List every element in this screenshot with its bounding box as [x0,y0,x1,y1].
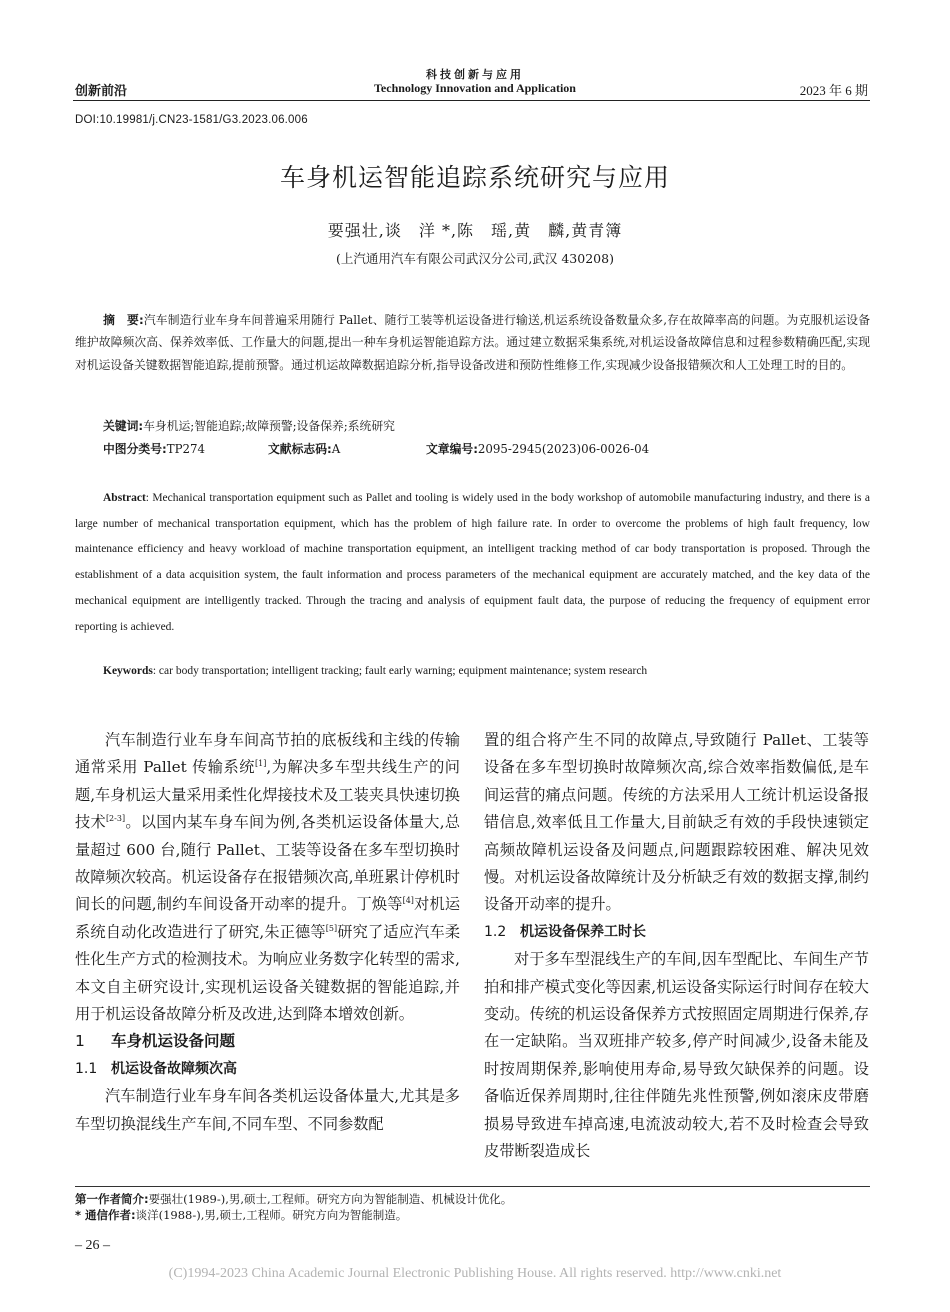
citation: [2-3] [105,814,126,824]
journal-name-en: Technology Innovation and Application [374,81,576,95]
classification-row [103,440,870,457]
body-column-right [484,727,869,1166]
keywords-en [103,665,647,677]
keywords-en-label: Keywords [103,665,153,677]
clc-value: TP274 [166,442,206,456]
affiliation: (上汽通用汽车有限公司武汉分公司,武汉 430208) [336,251,614,266]
doc-code-label: 文献标志码: [268,442,332,456]
keywords-cn [103,417,395,434]
doc-code-value: A [331,442,341,456]
footnote-first-author: 第一作者简介:要强壮(1989-),男,硕士,工程师。研究方向为智能制造、机械设计优化。 [75,1192,513,1206]
citation: [1] [255,759,267,769]
issue-label: 2023 年 6 期 [799,83,868,98]
keywords-en-text: : car body transportation; intelligent tracking; fault early warning; equipment maintenance; system research [152,665,648,677]
abstract-en [75,486,870,640]
abstract-cn [75,309,870,376]
journal-name-cn: 科技创新与应用 [426,68,524,81]
paper-title: 车身机运智能追踪系统研究与应用 [279,163,670,192]
section-heading-1: 1 车身机运设备问题 [75,1032,236,1051]
abstract-cn-text: 汽车制造行业车身车间普遍采用随行 Pallet、随行工装等机运设备进行输送,机运系统设备数量众多,存在故障率高的问题。为克服机运设备维护故障频次高、保养效率低、工作量大的问题,提出一种车身机运智能追踪方法。通过建立数据采集系统,对机运设备故障信息和过程参数精确匹配,实现对机运设备关键数据智能追踪,提前预警。通过机运故障数据追踪分析,指导设备改进和预防性维修工作,实现减少设备报错频次和人工处理工时的目的。 [75,313,871,372]
paragraph-1-1-start: 汽车制造行业车身车间各类机运设备体量大,尤其是多车型切换混线生产车间,不同车型、不同参数配 [75,1087,460,1133]
paragraph-1-2: 对于多车型混线生产的车间,因车型配比、车间生产节拍和排产模式变化等因素,机运设备实际运行时间存在较大变动。传统的机运设备保养方式按照固定周期进行保养,存在一定缺陷。当双班排产较多,停产时间减少,设备未能及时按周期保养,影响使用寿命,易导致欠缺保养的问题。设备临近保养周期时,往往伴随先兆性预警,例如滚床皮带磨损易导致进车掉高速,电流波动较大,若不及时检查会导致皮带断裂造成长 [484,950,869,1161]
column-label: 创新前沿 [75,84,128,99]
page-number: – 26 – [75,1238,110,1253]
clc-label: 中图分类号: [103,442,167,456]
keywords-cn-label: 关键词: [103,419,144,433]
article-no-value: 2095-2945(2023)06-0026-04 [477,442,650,456]
paragraph-1-1-cont: 置的组合将产生不同的故障点,导致随行 Pallet、工装等设备在多车型切换时故障频次高,综合效率指数偏低,是车间运营的痛点问题。传统的方法采用人工统计机运设备报错信息,效率低且工作量大,目前缺乏有效的手段快速锁定高频故障机运设备及问题点,问题跟踪较困难、解决见效慢。对机运设备故障统计及分析缺乏有效的数据支撑,制约设备开动率的提升。 [484,731,869,914]
citation: [4] [402,896,414,906]
abstract-en-label: Abstract [103,492,146,504]
copyright-watermark: (C)1994-2023 China Academic Journal Electronic Publishing House. All rights reserved. http://www.cnki.net [168,1266,782,1281]
section-heading-1-2: 1.2 机运设备保养工时长 [484,923,646,940]
abstract-en-text: : Mechanical transportation equipment such as Pallet and tooling is widely used in the body workshop of automobile manufacturing industry, and there is a large number of mechanical transportation equipment, which has the problem of high failure rate. In order to overcome the problems of high fault frequency, low maintenance efficiency and heavy workload of machine transportation equipment, an intelligent tracking method of car body transportation is proposed. Through the establishment of a data acquisition system, the fault information and process parameters of the mechanical equipment are accurately matched, and the key data of the mechanical equipment are intelligently tracked. Through the tracing and analysis of equipment fault data, the purpose of reducing the frequency of equipment error reporting is achieved. [75,492,870,633]
body-column-left [75,727,460,1138]
intro-paragraph: 汽车制造行业车身车间高节拍的底板线和主线的传输通常采用 Pallet 传输系统[1],为解决多车型共线生产的问题,车身机运大量采用柔性化焊接技术及工装夹具快速切换技术[2-3]。以国内某车身车间为例,各类机运设备体量大,总量超过 600 台,随行 Pallet、工装等设备在多车型切换时故障频次较高。机运设备存在报错频次高,单班累计停机时间长的问题,制约车间设备开动率的提升。丁焕等[4]对机运系统自动化改造进行了研究,朱正德等[5]研究了适应汽车柔性化生产方式的检测技术。为响应业务数字化转型的需求,本文自主研究设计,实现机运设备关键数据的智能追踪,并用于机运设备故障分析及改进,达到降本增效创新。 [75,731,461,1024]
article-no-label: 文章编号: [426,442,478,456]
header-rule [73,100,870,101]
section-heading-1-1: 1.1 机运设备故障频次高 [75,1060,237,1077]
author-list: 要强壮,谈 洋 *,陈 瑶,黄 麟,黄青簿 [327,221,623,240]
footnote-corresponding-author: * 通信作者:谈洋(1988-),男,硕士,工程师。研究方向为智能制造。 [75,1208,408,1222]
footnote-rule [75,1186,870,1187]
abstract-cn-label: 摘 要: [103,313,144,327]
doi: DOI:10.19981/j.CN23-1581/G3.2023.06.006 [75,114,308,126]
keywords-cn-text: 车身机运;智能追踪;故障预警;设备保养;系统研究 [143,419,395,433]
citation: [5] [325,923,338,933]
